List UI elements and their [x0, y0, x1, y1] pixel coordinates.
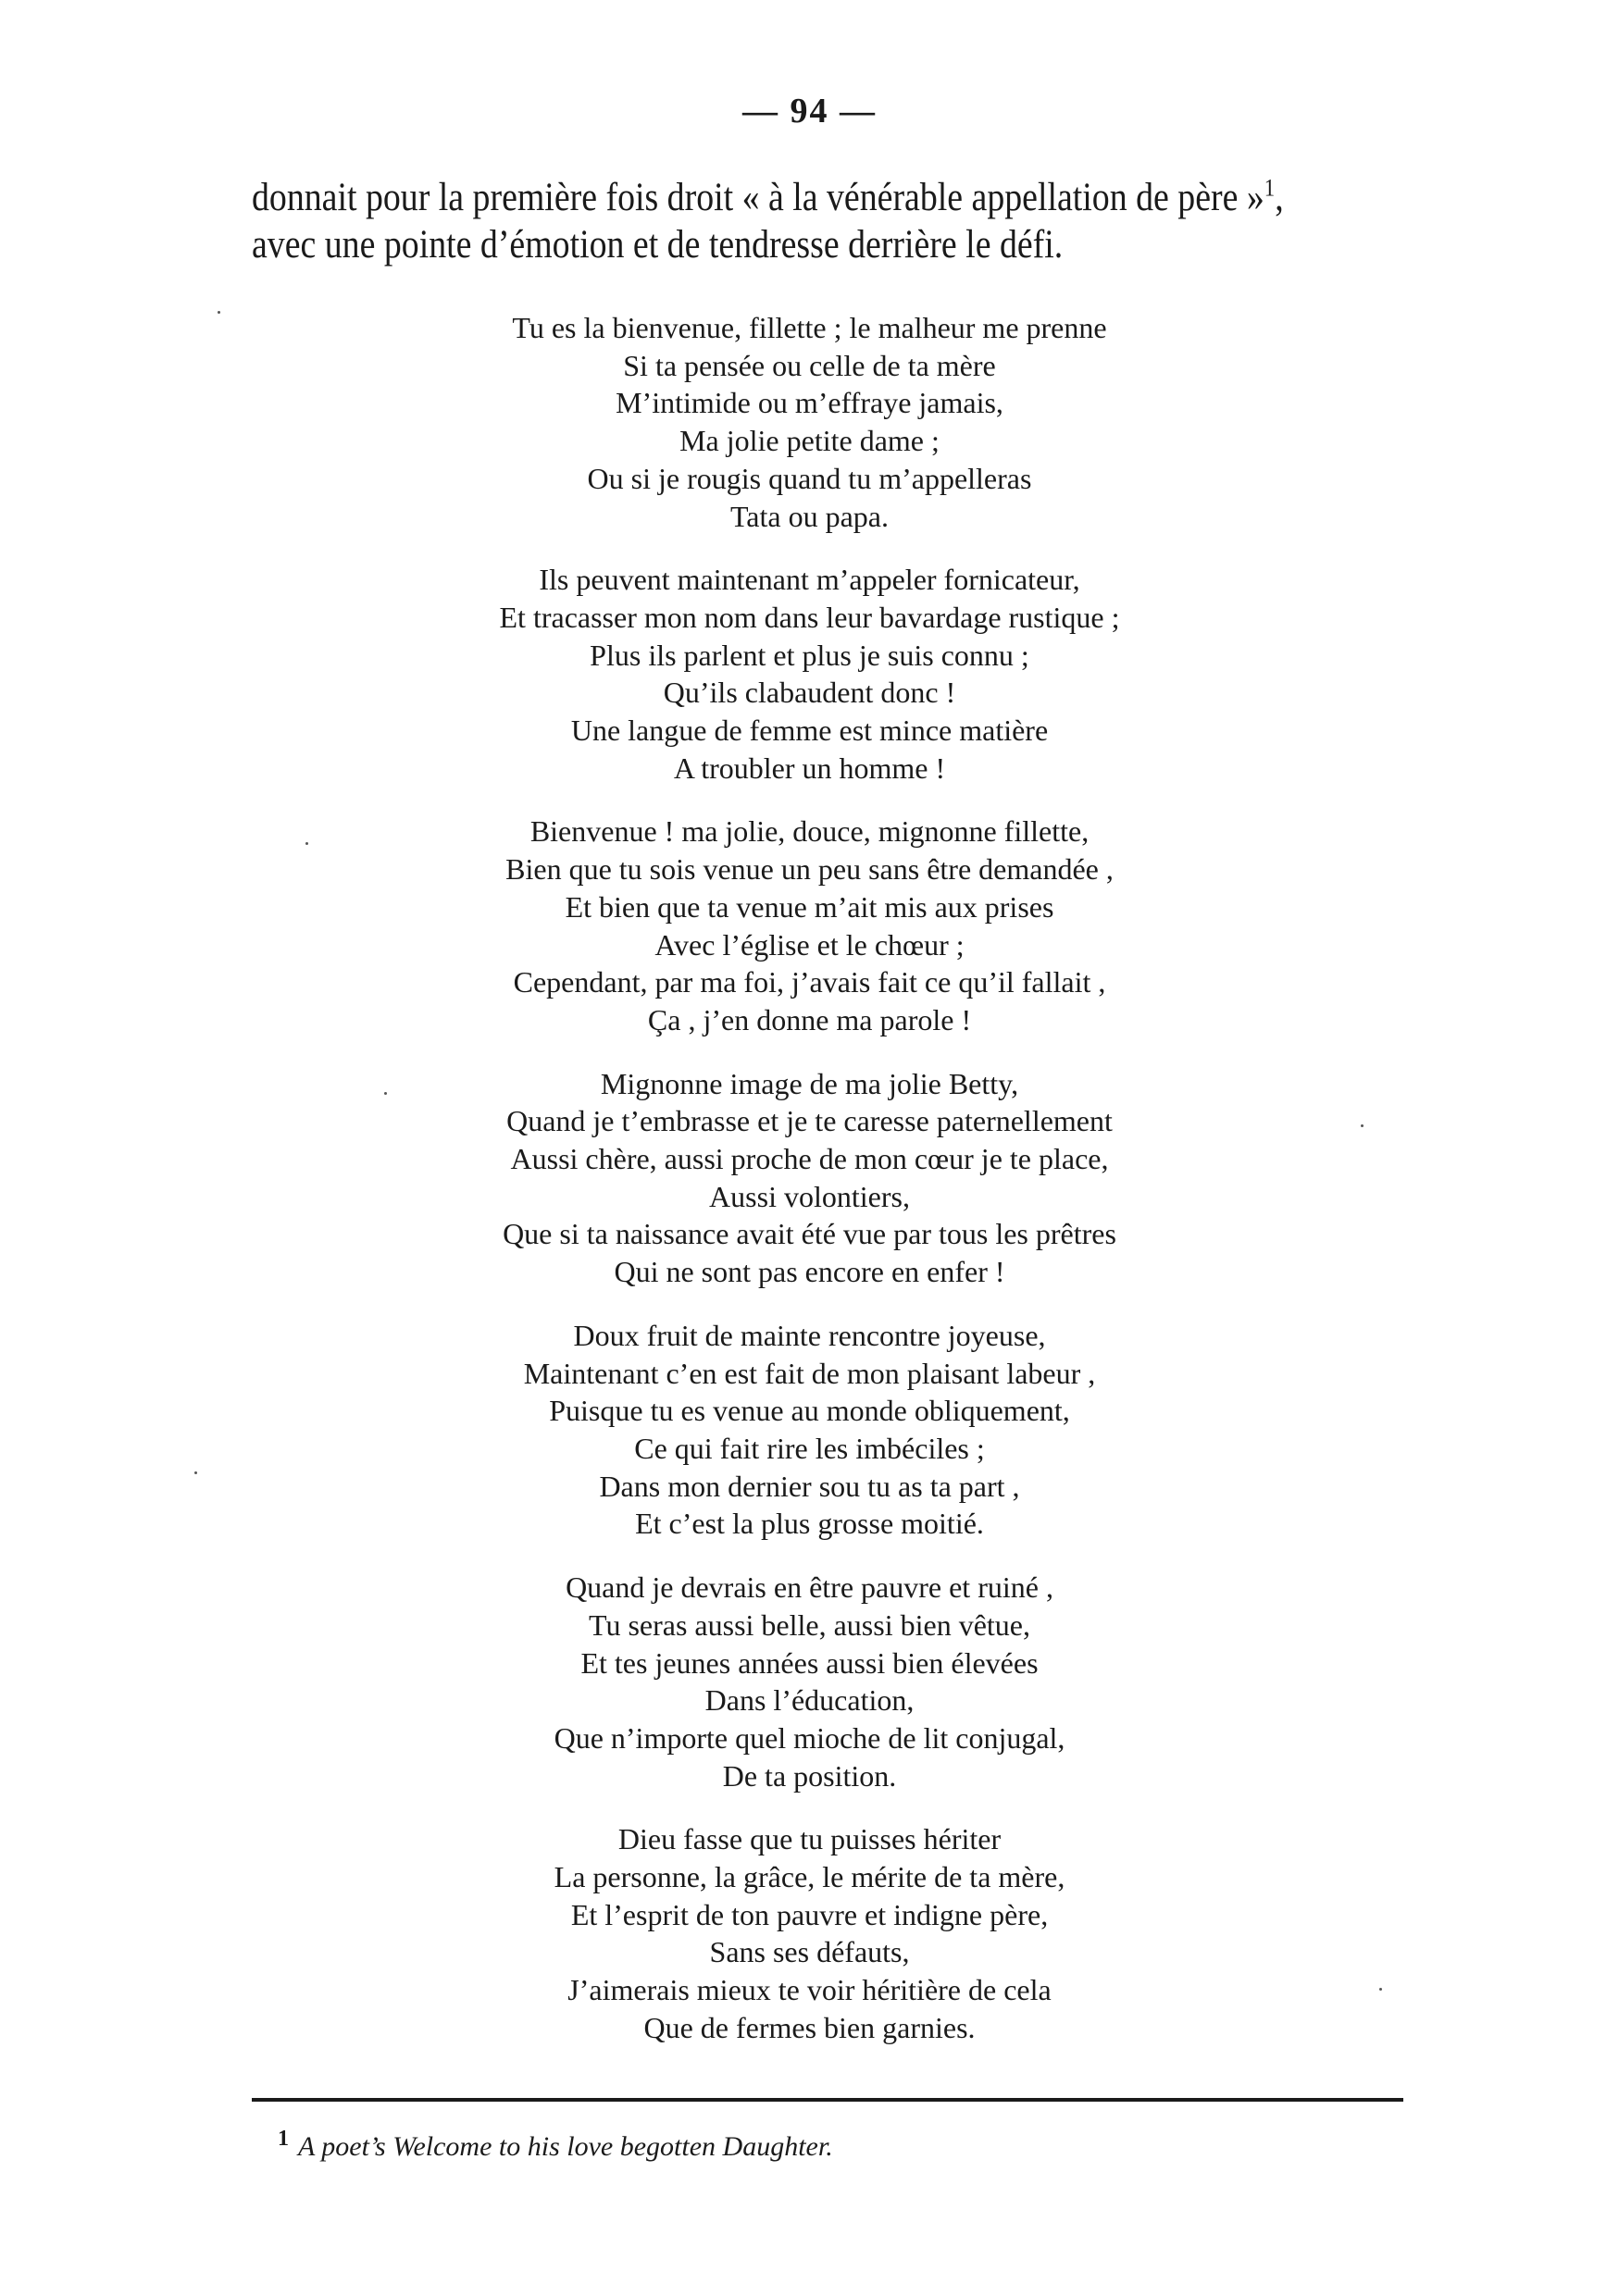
stanza	[0, 561, 1619, 787]
footnote	[278, 2127, 833, 2163]
footnote-rule	[252, 2098, 1403, 2102]
verse-line: Quand je devrais en être pauvre et ruiné ,	[566, 1570, 1053, 1605]
verse-line: Tu seras aussi belle, aussi bien vêtue,	[589, 1607, 1030, 1642]
intro-line-punct: ,	[1275, 176, 1284, 219]
print-speck	[384, 1092, 387, 1095]
verse-line: Ils peuvent maintenant m’appeler fornicateur,	[539, 563, 1080, 597]
stanza	[0, 309, 1619, 535]
stanza	[0, 1569, 1619, 1794]
verse-line: Mignonne image de ma jolie Betty,	[600, 1066, 1019, 1100]
intro-line: avec une pointe d’émotion et de tendresse derrière le défi.	[252, 223, 1064, 267]
print-speck	[1361, 1124, 1364, 1127]
verse-line: Et l’esprit de ton pauvre et indigne père,	[570, 1897, 1049, 1931]
verse-line: De ta position.	[722, 1758, 897, 1793]
print-speck	[305, 842, 308, 845]
verse-line: Aussi chère, aussi proche de mon cœur je te place,	[510, 1142, 1109, 1176]
verse-line: Que n’importe quel mioche de lit conjugal,	[554, 1720, 1065, 1755]
verse-line: Que de fermes bien garnies.	[643, 2010, 976, 2044]
page-number: — 94 —	[742, 92, 877, 130]
verse-line: Avec l’église et le chœur ;	[654, 927, 965, 962]
verse-line: Dans mon dernier sou tu as ta part ,	[599, 1469, 1020, 1503]
verse-line: Et tracasser mon nom dans leur bavardage rustique ;	[499, 600, 1120, 634]
footnote-number: 1	[278, 2127, 289, 2151]
stanza	[0, 1820, 1619, 2046]
verse-line: Puisque tu es venue au monde obliquement,	[549, 1394, 1070, 1428]
stanza	[0, 813, 1619, 1038]
footnote-reference: 1	[1264, 174, 1276, 202]
verse-line: Une langue de femme est mince matière	[570, 714, 1049, 748]
intro-paragraph	[252, 174, 1284, 268]
verse-line: Ou si je rougis quand tu m’appelleras	[587, 461, 1032, 495]
verse-line: A troubler un homme !	[673, 751, 946, 785]
poem	[0, 309, 1619, 2073]
print-speck	[218, 311, 220, 314]
stanza	[0, 1065, 1619, 1291]
print-speck	[1379, 1988, 1382, 1991]
verse-line: J’aimerais mieux te voir héritière de cela	[567, 1973, 1052, 2007]
verse-line: Ça , j’en donne ma parole !	[647, 1002, 972, 1036]
verse-line: Sans ses défauts,	[709, 1935, 910, 1969]
verse-line: M’intimide ou m’effraye jamais,	[616, 386, 1003, 420]
verse-line: Aussi volontiers,	[709, 1179, 910, 1213]
verse-line: Doux fruit de mainte rencontre joyeuse,	[573, 1318, 1046, 1352]
verse-line: Que si ta naissance avait été vue par tous les prêtres	[503, 1217, 1116, 1251]
footnote-text: A poet’s Welcome to his love begotten Daughter.	[298, 2131, 833, 2162]
intro-line-text: donnait pour la première fois droit « à la vénérable appellation de père »	[252, 176, 1264, 219]
verse-line: Ce qui fait rire les imbéciles ;	[634, 1431, 985, 1465]
verse-line: Plus ils parlent et plus je suis connu ;	[590, 638, 1029, 672]
print-speck	[194, 1471, 197, 1474]
verse-line: Bien que tu sois venue un peu sans être demandée ,	[505, 852, 1114, 887]
verse-line: Et c’est la plus grosse moitié.	[635, 1507, 984, 1541]
verse-line: Si ta pensée ou celle de ta mère	[623, 348, 996, 382]
verse-line: Dieu fasse que tu puisses hériter	[617, 1822, 1002, 1856]
intro-line	[252, 174, 1284, 221]
verse-line: Et tes jeunes années aussi bien élevées	[580, 1645, 1039, 1680]
verse-line: Bienvenue ! ma jolie, douce, mignonne fillette,	[529, 814, 1090, 849]
verse-line: La personne, la grâce, le mérite de ta mère,	[554, 1860, 1065, 1894]
verse-line: Dans l’éducation,	[704, 1683, 915, 1718]
verse-line: Quand je t’embrasse et je te caresse paternellement	[506, 1104, 1113, 1138]
verse-line: Maintenant c’en est fait de mon plaisant labeur ,	[523, 1356, 1096, 1390]
verse-line: Tu es la bienvenue, fillette ; le malheur me prenne	[512, 311, 1107, 344]
stanza	[0, 1317, 1619, 1543]
verse-line: Cependant, par ma foi, j’avais fait ce qu’il fallait ,	[513, 965, 1106, 999]
verse-line: Et bien que ta venue m’ait mis aux prises	[565, 889, 1054, 924]
verse-line: Ma jolie petite dame ;	[679, 424, 940, 458]
verse-line: Qui ne sont pas encore en enfer !	[614, 1255, 1005, 1289]
verse-line: Tata ou papa.	[729, 499, 889, 533]
verse-line: Qu’ils clabaudent donc !	[663, 676, 956, 710]
